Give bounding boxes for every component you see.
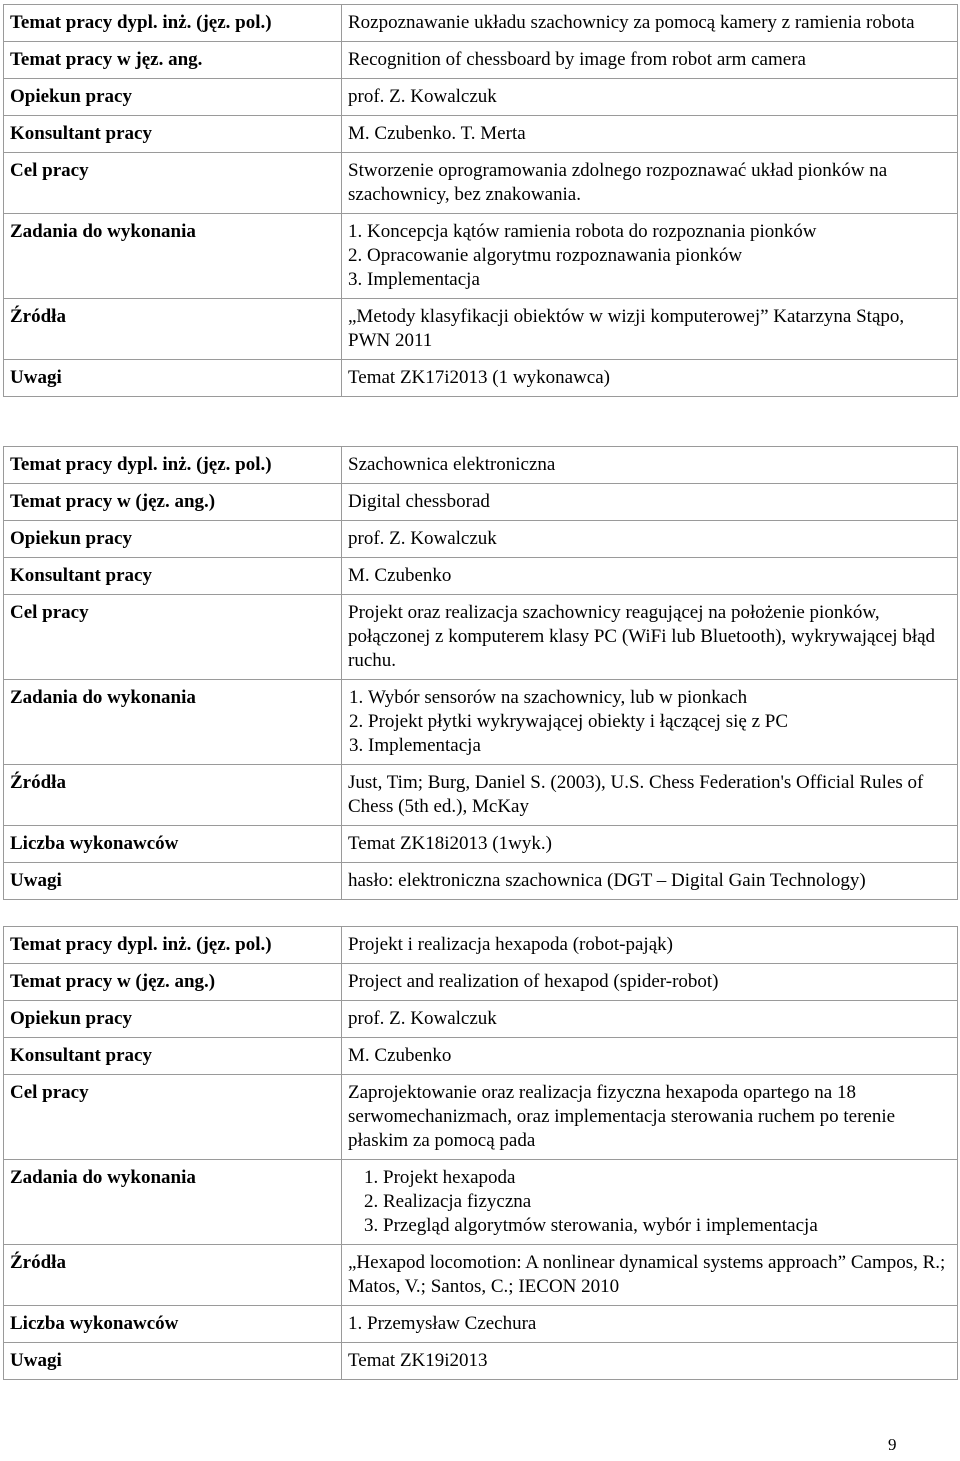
table-row bbox=[4, 680, 958, 765]
row-value: Project and realization of hexapod (spider-robot) bbox=[342, 964, 958, 1001]
task-item: 2. Opracowanie algorytmu rozpoznawania pionków bbox=[348, 245, 743, 266]
task-list bbox=[342, 214, 958, 299]
table-row bbox=[4, 1306, 958, 1343]
row-label: Temat pracy w (jęz. ang.) bbox=[4, 484, 342, 521]
row-label: Opiekun pracy bbox=[4, 79, 342, 116]
task-item: 2. Projekt płytki wykrywającej obiekty i łączącej się z PC bbox=[368, 710, 951, 734]
row-value: Rozpoznawanie układu szachownicy za pomocą kamery z ramienia robota bbox=[342, 5, 958, 42]
row-value: hasło: elektroniczna szachownica (DGT – Digital Gain Technology) bbox=[342, 863, 958, 900]
row-value: prof. Z. Kowalczuk bbox=[342, 1001, 958, 1038]
table-row bbox=[4, 214, 958, 299]
row-value: prof. Z. Kowalczuk bbox=[342, 521, 958, 558]
row-label: Cel pracy bbox=[4, 153, 342, 214]
table-row bbox=[4, 299, 958, 360]
table-row bbox=[4, 79, 958, 116]
table-row bbox=[4, 927, 958, 964]
row-label: Konsultant pracy bbox=[4, 1038, 342, 1075]
row-value: Projekt oraz realizacja szachownicy reagującej na położenie pionków, połączonej z komputerem klasy PC (WiFi lub Bluetooth), wykrywającej błąd ruchu. bbox=[342, 595, 958, 680]
thesis-table-3 bbox=[3, 926, 958, 1380]
page-number: 9 bbox=[888, 1435, 897, 1454]
row-label: Konsultant pracy bbox=[4, 558, 342, 595]
row-value: Just, Tim; Burg, Daniel S. (2003), U.S. Chess Federation's Official Rules of Chess (5th ed.), McKay bbox=[342, 765, 958, 826]
row-value: M. Czubenko bbox=[342, 1038, 958, 1075]
row-label: Uwagi bbox=[4, 1343, 342, 1380]
row-label: Zadania do wykonania bbox=[4, 214, 342, 299]
task-item: 1. Wybór sensorów na szachownicy, lub w pionkach bbox=[368, 686, 951, 710]
table-row bbox=[4, 595, 958, 680]
row-value: Temat ZK19i2013 bbox=[342, 1343, 958, 1380]
row-label: Uwagi bbox=[4, 360, 342, 397]
task-item: 3. Przegląd algorytmów sterowania, wybór i implementacja bbox=[383, 1214, 951, 1238]
table-row bbox=[4, 558, 958, 595]
row-label: Źródła bbox=[4, 1245, 342, 1306]
row-value: Temat ZK18i2013 (1wyk.) bbox=[342, 826, 958, 863]
row-value: 1. Przemysław Czechura bbox=[342, 1306, 958, 1343]
task-list bbox=[342, 1160, 958, 1245]
row-label: Cel pracy bbox=[4, 1075, 342, 1160]
table-row bbox=[4, 484, 958, 521]
task-item: 3. Implementacja bbox=[368, 734, 951, 758]
row-label: Konsultant pracy bbox=[4, 116, 342, 153]
task-list bbox=[342, 680, 958, 765]
row-value: M. Czubenko. T. Merta bbox=[342, 116, 958, 153]
table-row bbox=[4, 153, 958, 214]
task-item: 2. Realizacja fizyczna bbox=[383, 1190, 951, 1214]
table-row bbox=[4, 521, 958, 558]
table-row bbox=[4, 1245, 958, 1306]
row-value: Stworzenie oprogramowania zdolnego rozpoznawać układ pionków na szachownicy, bez znakowania. bbox=[342, 153, 958, 214]
row-label: Liczba wykonawców bbox=[4, 1306, 342, 1343]
row-label: Źródła bbox=[4, 299, 342, 360]
table-row bbox=[4, 826, 958, 863]
row-label: Opiekun pracy bbox=[4, 521, 342, 558]
row-value: M. Czubenko bbox=[342, 558, 958, 595]
row-value: Projekt i realizacja hexapoda (robot-pająk) bbox=[342, 927, 958, 964]
table-row bbox=[4, 5, 958, 42]
row-label: Temat pracy w (jęz. ang.) bbox=[4, 964, 342, 1001]
row-value: Zaprojektowanie oraz realizacja fizyczna hexapoda opartego na 18 serwomechanizmach, oraz implementacja sterowania ruchem po terenie płaskim za pomocą pada bbox=[342, 1075, 958, 1160]
row-label: Temat pracy dypl. inż. (jęz. pol.) bbox=[4, 927, 342, 964]
row-label: Temat pracy dypl. inż. (jęz. pol.) bbox=[4, 447, 342, 484]
table-row bbox=[4, 447, 958, 484]
task-item: 1. Projekt hexapoda bbox=[383, 1166, 951, 1190]
row-label: Zadania do wykonania bbox=[4, 680, 342, 765]
table-row bbox=[4, 116, 958, 153]
row-value: „Hexapod locomotion: A nonlinear dynamical systems approach” Campos, R.; Matos, V.; Santos, C.; IECON 2010 bbox=[342, 1245, 958, 1306]
row-label: Cel pracy bbox=[4, 595, 342, 680]
table-row bbox=[4, 1160, 958, 1245]
table-row bbox=[4, 360, 958, 397]
table-row bbox=[4, 863, 958, 900]
task-item: 1. Koncepcja kątów ramienia robota do rozpoznania pionków bbox=[348, 221, 817, 242]
table-row bbox=[4, 42, 958, 79]
table-row bbox=[4, 765, 958, 826]
row-value: Temat ZK17i2013 (1 wykonawca) bbox=[342, 360, 958, 397]
thesis-table-1 bbox=[3, 4, 958, 397]
table-row bbox=[4, 1343, 958, 1380]
row-value: prof. Z. Kowalczuk bbox=[342, 79, 958, 116]
row-label: Uwagi bbox=[4, 863, 342, 900]
task-item: 3. Implementacja bbox=[348, 269, 480, 290]
thesis-table-2 bbox=[3, 446, 958, 900]
row-value: Digital chessborad bbox=[342, 484, 958, 521]
row-label: Źródła bbox=[4, 765, 342, 826]
row-value: „Metody klasyfikacji obiektów w wizji komputerowej” Katarzyna Stąpo, PWN 2011 bbox=[342, 299, 958, 360]
row-label: Opiekun pracy bbox=[4, 1001, 342, 1038]
table-row bbox=[4, 964, 958, 1001]
table-row bbox=[4, 1075, 958, 1160]
row-value: Recognition of chessboard by image from robot arm camera bbox=[342, 42, 958, 79]
table-row bbox=[4, 1038, 958, 1075]
table-row bbox=[4, 1001, 958, 1038]
row-label: Liczba wykonawców bbox=[4, 826, 342, 863]
row-label: Temat pracy w jęz. ang. bbox=[4, 42, 342, 79]
row-value: Szachownica elektroniczna bbox=[342, 447, 958, 484]
row-label: Temat pracy dypl. inż. (jęz. pol.) bbox=[4, 5, 342, 42]
row-label: Zadania do wykonania bbox=[4, 1160, 342, 1245]
